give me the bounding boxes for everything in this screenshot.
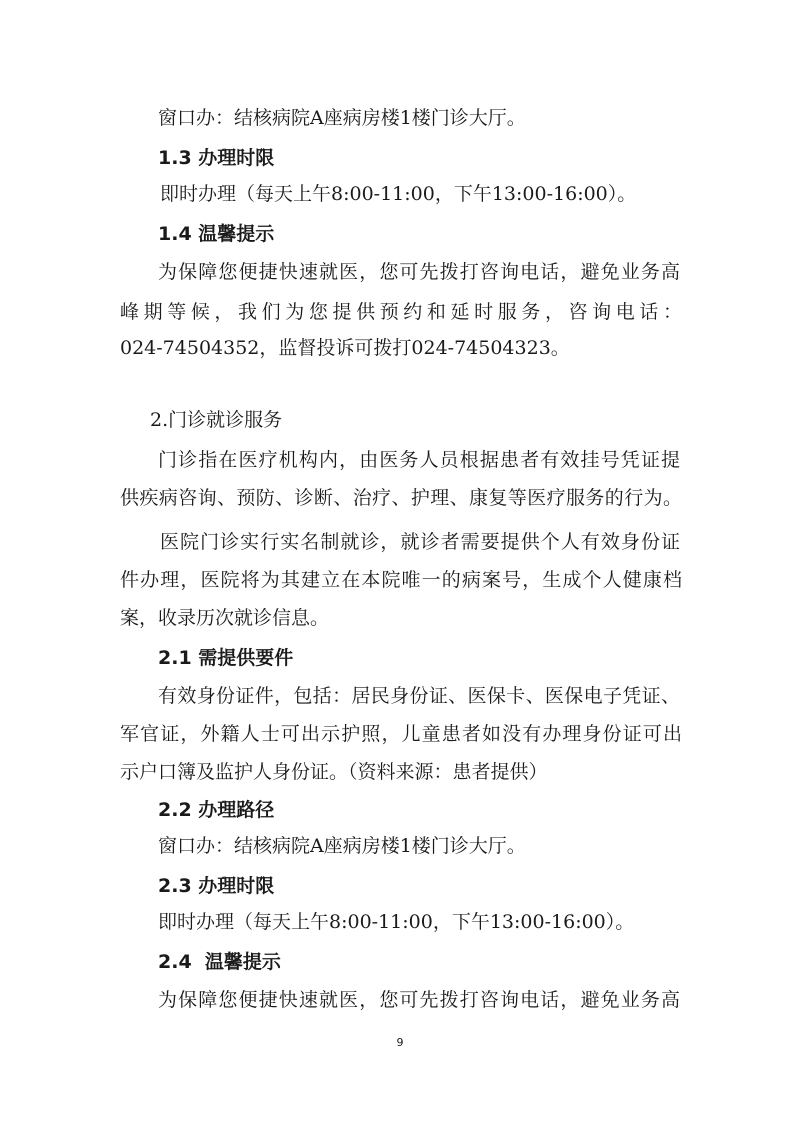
heading-2-2: 2.2 办理路径 — [158, 799, 275, 821]
heading-2-1: 2.1 需提供要件 — [158, 647, 294, 669]
heading-1-3: 1.3 办理时限 — [158, 147, 275, 169]
page-number: 9 — [396, 1036, 404, 1049]
para-3-line-3: 示户口簿及监护人身份证。（资料来源：患者提供） — [120, 761, 548, 783]
heading-2-4: 2.4 温馨提示 — [158, 951, 281, 973]
processing-time-line-2: 即时办理（每天上午8:00-11:00，下午13:00-16:00）。 — [158, 911, 635, 933]
tip-line-section-2: 为保障您便捷快速就医，您可先拨打咨询电话，避免业务高 — [158, 989, 680, 1011]
heading-1-4: 1.4 温馨提示 — [158, 223, 275, 245]
processing-time-line: 即时办理（每天上午8:00-11:00，下午13:00-16:00）。 — [160, 183, 637, 205]
para-1-line-2: 供疾病咨询、预防、诊断、治疗、护理、康复等医疗服务的行为。 — [120, 487, 682, 509]
tip-line-2: 峰期等候，我们为您提供预约和延时服务，咨询电话： — [120, 301, 682, 323]
para-3-line-2: 军官证，外籍人士可出示护照，儿童患者如没有办理身份证可出 — [120, 723, 682, 745]
tip-line-3: 024-74504352，监督投诉可拨打024-74504323。 — [120, 337, 570, 359]
heading-2-3: 2.3 办理时限 — [158, 875, 275, 897]
para-2-line-3: 案，收录历次就诊信息。 — [120, 607, 330, 629]
para-2-line-2: 件办理，医院将为其建立在本院唯一的病案号，生成个人健康档 — [120, 569, 682, 591]
office-location-line-2: 窗口办：结核病院A座病房楼1楼门诊大厅。 — [158, 835, 526, 857]
para-2-line-1: 医院门诊实行实名制就诊，就诊者需要提供个人有效身份证 — [160, 531, 680, 553]
office-location-line: 窗口办：结核病院A座病房楼1楼门诊大厅。 — [158, 107, 526, 129]
para-3-line-1: 有效身份证件，包括：居民身份证、医保卡、医保电子凭证、 — [158, 685, 680, 707]
para-1-line-1: 门诊指在医疗机构内，由医务人员根据患者有效挂号凭证提 — [158, 449, 680, 471]
tip-line-1: 为保障您便捷快速就医，您可先拨打咨询电话，避免业务高 — [158, 261, 680, 283]
section-2-title: 2.门诊就诊服务 — [150, 409, 283, 431]
